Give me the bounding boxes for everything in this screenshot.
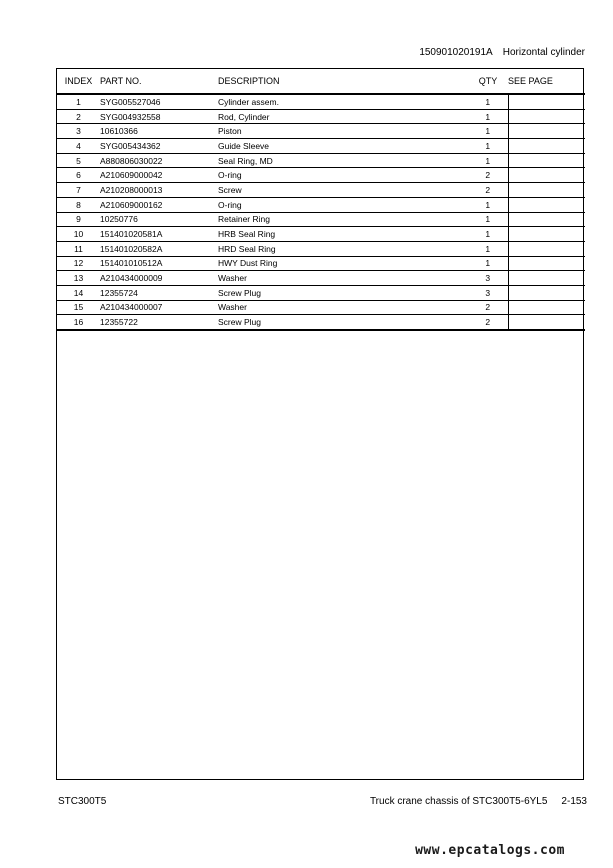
table-row (57, 227, 585, 242)
cell-part-no: 151401020582A (100, 241, 218, 256)
cell-index: 8 (57, 197, 100, 212)
cell-index: 14 (57, 285, 100, 300)
column-header-qty: QTY (468, 69, 508, 94)
cell-description: HRD Seal Ring (218, 241, 468, 256)
table-row (57, 300, 585, 315)
cell-index: 9 (57, 212, 100, 227)
cell-index: 4 (57, 139, 100, 154)
cell-qty: 2 (468, 315, 508, 330)
cell-part-no: SYG005527046 (100, 94, 218, 109)
cell-index: 10 (57, 227, 100, 242)
cell-index: 15 (57, 300, 100, 315)
cell-description: Seal Ring, MD (218, 153, 468, 168)
cell-description: Screw Plug (218, 285, 468, 300)
cell-part-no: 12355724 (100, 285, 218, 300)
cell-description: HWY Dust Ring (218, 256, 468, 271)
cell-index: 3 (57, 124, 100, 139)
cell-see-page (508, 94, 585, 109)
page-header (419, 47, 585, 58)
cell-description: Piston (218, 124, 468, 139)
cell-see-page (508, 139, 585, 154)
cell-part-no: A210434000009 (100, 271, 218, 286)
cell-description: O-ring (218, 168, 468, 183)
cell-part-no: A210208000013 (100, 183, 218, 198)
cell-see-page (508, 168, 585, 183)
cell-part-no: SYG005434362 (100, 139, 218, 154)
parts-table-frame (56, 68, 584, 780)
cell-index: 5 (57, 153, 100, 168)
cell-qty: 3 (468, 271, 508, 286)
cell-qty: 3 (468, 285, 508, 300)
cell-index: 11 (57, 241, 100, 256)
table-row (57, 153, 585, 168)
parts-table (57, 69, 585, 331)
cell-see-page (508, 124, 585, 139)
table-row (57, 197, 585, 212)
table-row (57, 315, 585, 330)
page-title: Horizontal cylinder (502, 47, 585, 58)
cell-qty: 1 (468, 109, 508, 124)
cell-description: Guide Sleeve (218, 139, 468, 154)
cell-part-no: A880806030022 (100, 153, 218, 168)
page-number: 2-153 (561, 796, 587, 807)
cell-description: HRB Seal Ring (218, 227, 468, 242)
column-header-description: DESCRIPTION (218, 69, 468, 94)
cell-part-no: A210609000042 (100, 168, 218, 183)
parts-table-body (57, 94, 585, 330)
cell-description: Rod, Cylinder (218, 109, 468, 124)
table-row (57, 139, 585, 154)
cell-qty: 1 (468, 212, 508, 227)
cell-qty: 1 (468, 153, 508, 168)
cell-part-no: 10610366 (100, 124, 218, 139)
table-row (57, 168, 585, 183)
cell-see-page (508, 212, 585, 227)
cell-qty: 1 (468, 139, 508, 154)
cell-description: Retainer Ring (218, 212, 468, 227)
table-row (57, 241, 585, 256)
footer-model: STC300T5 (58, 796, 107, 807)
cell-qty: 1 (468, 124, 508, 139)
cell-description: Screw (218, 183, 468, 198)
column-header-see-page: SEE PAGE (508, 69, 585, 94)
cell-description: O-ring (218, 197, 468, 212)
cell-index: 2 (57, 109, 100, 124)
table-row (57, 183, 585, 198)
cell-part-no: A210434000007 (100, 300, 218, 315)
cell-description: Cylinder assem. (218, 94, 468, 109)
cell-qty: 2 (468, 183, 508, 198)
cell-see-page (508, 256, 585, 271)
table-row (57, 94, 585, 109)
cell-index: 6 (57, 168, 100, 183)
cell-index: 1 (57, 94, 100, 109)
cell-part-no: 12355722 (100, 315, 218, 330)
cell-see-page (508, 285, 585, 300)
table-row (57, 109, 585, 124)
cell-see-page (508, 227, 585, 242)
table-row (57, 212, 585, 227)
table-header-row (57, 69, 585, 94)
cell-part-no: 10250776 (100, 212, 218, 227)
column-header-part-no: PART NO. (100, 69, 218, 94)
footer-chassis: Truck crane chassis of STC300T5-6YL5 (369, 796, 548, 807)
table-row (57, 271, 585, 286)
cell-qty: 1 (468, 197, 508, 212)
table-row (57, 124, 585, 139)
cell-part-no: A210609000162 (100, 197, 218, 212)
cell-part-no: SYG004932558 (100, 109, 218, 124)
table-row (57, 285, 585, 300)
cell-index: 16 (57, 315, 100, 330)
cell-index: 7 (57, 183, 100, 198)
cell-part-no: 151401010512A (100, 256, 218, 271)
page-footer (370, 796, 587, 807)
cell-qty: 1 (468, 256, 508, 271)
cell-description: Washer (218, 271, 468, 286)
cell-qty: 1 (468, 94, 508, 109)
cell-index: 13 (57, 271, 100, 286)
cell-description: Screw Plug (218, 315, 468, 330)
column-header-index: INDEX (57, 69, 100, 94)
cell-part-no: 151401020581A (100, 227, 218, 242)
cell-qty: 1 (468, 227, 508, 242)
cell-see-page (508, 271, 585, 286)
cell-see-page (508, 153, 585, 168)
cell-see-page (508, 183, 585, 198)
cell-index: 12 (57, 256, 100, 271)
cell-see-page (508, 241, 585, 256)
cell-qty: 2 (468, 168, 508, 183)
cell-see-page (508, 315, 585, 330)
cell-description: Washer (218, 300, 468, 315)
cell-qty: 1 (468, 241, 508, 256)
table-row (57, 256, 585, 271)
cell-qty: 2 (468, 300, 508, 315)
cell-see-page (508, 197, 585, 212)
watermark: www.epcatalogs.com (415, 843, 565, 858)
part-code: 150901020191A (419, 47, 493, 58)
cell-see-page (508, 300, 585, 315)
cell-see-page (508, 109, 585, 124)
